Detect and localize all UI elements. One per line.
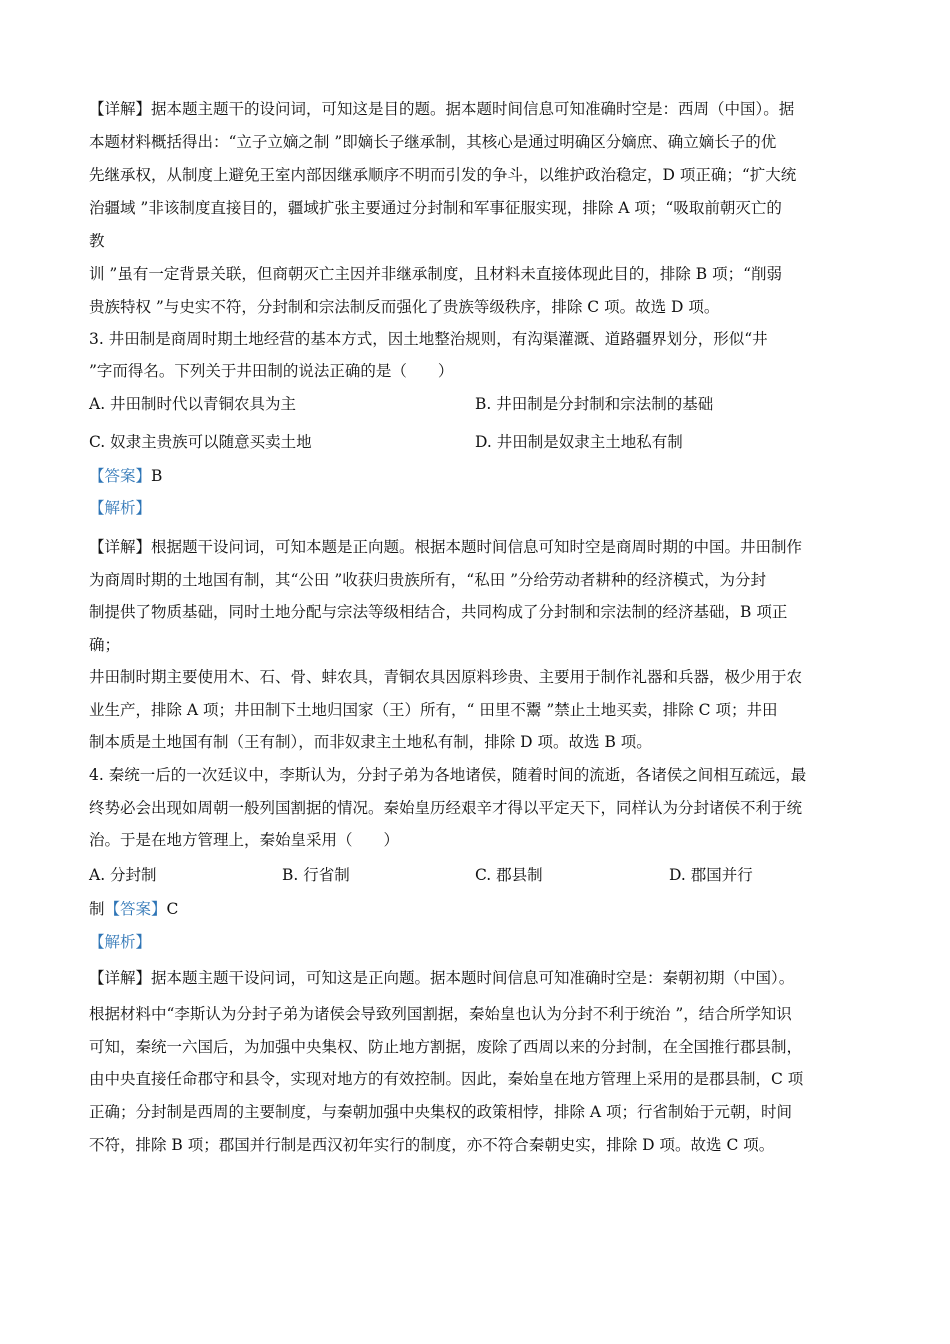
q4-detail-line-5: 正确；分封制是西周的主要制度，与秦朝加强中央集权的政策相悖，排除 A 项；行省制始于元朝，时间	[89, 1103, 793, 1121]
q3-detail-line-6: 业生产，排除 A 项；井田制下土地归国家（王）所有，“ 田里不鬻 ”禁止土地买卖，排除 C 项；井田	[89, 701, 778, 719]
q3-option-b: B. 井田制是分封制和宗法制的基础	[475, 395, 714, 413]
detail-tag: 【详解】	[89, 969, 152, 987]
q4-stem-line-1: 4. 秦统一后的一次廷议中，李斯认为，分封子弟为各地诸侯，随着时间的流逝，各诸侯之间相互疏远，最	[89, 766, 807, 784]
q2-detail-line-1: 【详解】据本题主题干的设问词，可知这是目的题。据本题时间信息可知准确时空是：西周（中国）。据	[89, 100, 795, 118]
option-overflow: 制	[89, 900, 105, 918]
detail-tag: 【详解】	[89, 538, 152, 556]
q3-detail-line-7: 制本质是土地国有制（王有制），而非奴隶主土地私有制，排除 D 项。故选 B 项。	[89, 733, 652, 751]
answer-label: 【答案】	[89, 467, 152, 485]
q3-answer	[89, 465, 869, 487]
q4-stem-line-3: 治。于是在地方管理上，秦始皇采用（ ）	[89, 831, 400, 849]
answer-label: 【答案】	[104, 900, 167, 918]
q3-detail-line-1: 【详解】根据题干设问词，可知本题是正向题。根据本题时间信息可知时空是商周时期的中国。井田制作	[89, 538, 803, 556]
q3-option-d: D. 井田制是奴隶主土地私有制	[475, 433, 683, 451]
q4-stem-line-2: 终势必会出现如周朝一般列国割据的情况。秦始皇历经艰辛才得以平定天下，同样认为分封诸侯不利于统	[89, 799, 803, 817]
q3-stem-line-1: 3. 井田制是商周时期土地经营的基本方式，因土地整治规则，有沟渠灌溉、道路疆界划分，形似“井	[89, 330, 768, 348]
q4-detail-line-6: 不符，排除 B 项；郡国并行制是西汉初年实行的制度，亦不符合秦朝史实，排除 D 项。故选 C 项。	[89, 1136, 775, 1154]
q4-detail-line-1: 【详解】据本题主题干设问词，可知这是正向题。据本题时间信息可知准确时空是：秦朝初期（中国）。	[89, 969, 795, 987]
q4-option-c: C. 郡县制	[475, 866, 543, 884]
q2-detail-line-7: 贵族特权 ”与史实不符，分封制和宗法制反而强化了贵族等级秩序，排除 C 项。故选 D 项。	[89, 298, 720, 316]
q2-detail-line-6: 训 ”虽有一定背景关联，但商朝灭亡主因并非继承制度，且材料未直接体现此目的，排除 B 项；“削弱	[89, 265, 783, 283]
q3-detail-line-4: 确；	[89, 636, 121, 654]
q3-stem-line-2: ”字而得名。下列关于井田制的说法正确的是（ ）	[89, 362, 454, 380]
q4-detail-line-3: 可知，秦统一六国后，为加强中央集权、防止地方割据，废除了西周以来的分封制，在全国推行郡县制，	[89, 1038, 803, 1056]
answer-value: C	[166, 900, 179, 918]
q3-detail-line-3: 制提供了物质基础，同时土地分配与宗法等级相结合，共同构成了分封制和宗法制的经济基础，B 项正	[89, 603, 788, 621]
q3-analysis-label: 【解析】	[89, 499, 152, 517]
q2-detail-line-2: 本题材料概括得出：“立子立嫡之制 ”即嫡长子继承制，其核心是通过明确区分嫡庶、确立嫡长子的优	[89, 133, 777, 151]
q2-detail-line-3: 先继承权，从制度上避免王室内部因继承顺序不明而引发的争斗，以维护政治稳定，D 项正确；“扩大统	[89, 166, 797, 184]
q4-option-a: A. 分封制	[89, 866, 157, 884]
q4-option-b: B. 行省制	[282, 866, 350, 884]
q3-detail-line-2: 为商周时期的土地国有制，其“公田 ”收获归贵族所有，“私田 ”分给劳动者耕种的经济模式，为分封	[89, 571, 767, 589]
q4-answer	[89, 898, 869, 920]
q4-detail-line-4: 由中央直接任命郡守和县令，实现对地方的有效控制。因此，秦始皇在地方管理上采用的是郡县制，C 项	[89, 1070, 804, 1088]
q4-detail-line-2: 根据材料中“李斯认为分封子弟为诸侯会导致列国割据，秦始皇也认为分封不利于统治 ”，结合所学知识	[89, 1005, 792, 1023]
q3-detail-line-5: 井田制时期主要使用木、石、骨、蚌农具，青铜农具因原料珍贵、主要用于制作礼器和兵器，极少用于农	[89, 668, 803, 686]
answer-value: B	[151, 467, 163, 485]
detail-tag: 【详解】	[89, 100, 152, 118]
q3-option-c: C. 奴隶主贵族可以随意买卖土地	[89, 433, 312, 451]
q2-detail-line-4: 治疆域 ”非该制度直接目的，疆域扩张主要通过分封制和军事征服实现，排除 A 项；“吸取前朝灭亡的	[89, 199, 782, 217]
q4-option-d: D. 郡国并行	[669, 866, 753, 884]
q2-detail-line-5: 教	[89, 232, 105, 250]
q4-analysis-label: 【解析】	[89, 933, 152, 951]
q3-option-a: A. 井田制时代以青铜农具为主	[89, 395, 297, 413]
